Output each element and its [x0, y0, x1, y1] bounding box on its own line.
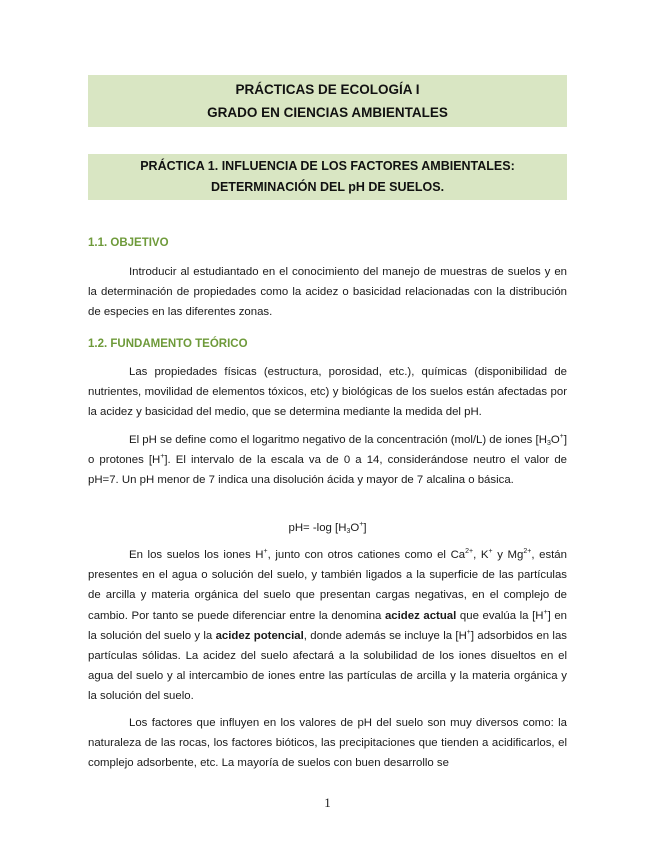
paragraph-fundamento-3: En los suelos los iones H+, junto con otros cationes como el $Ca^{2+}$, K+ y $Mg^{2+}$, están presentes en el agua o solución del suelo, y también ligados a la superficie de las partículas de arcilla y materia orgánica del suelo que presentan cargas negativas, en el complejo de cambio. Por tanto se puede diferenciar entre la denomina acidez actual que evalúa la [H+] en la solución del suelo y la acidez potencial, donde además se incluye la [H+] adsorbidos en las partículas sólidas. La acidez del suelo afectará a la solubilidad de los iones disueltos en el agua del suelo y al intercambio de iones entre las partículas de arcilla y la materia orgánica y la solución del suelo. [88, 548, 567, 703]
course-title-line1: PRÁCTICAS DE ECOLOGÍA I [235, 82, 420, 97]
practice-title-line2: DETERMINACIÓN DEL pH DE SUELOS. [210, 180, 445, 194]
section-heading-fundamento: 1.2. FUNDAMENTO TEÓRICO [88, 338, 248, 350]
practice-title-banner [88, 154, 567, 200]
page-number: 1 [324, 795, 331, 810]
section-heading-objetivo: 1.1. OBJETIVO [88, 237, 169, 249]
course-title-line2: GRADO EN CIENCIAS AMBIENTALES [207, 105, 448, 120]
term-acidez-potencial: acidez potencial [215, 629, 304, 642]
paragraph-fundamento-2: El pH se define como el logaritmo negativo de la concentración (mol/L) de iones $[H_3O^+]$ o protones [H+]. El intervalo de la escala va de 0 a 14, considerándose neutro el valor de pH=7. Un pH menor de 7 indica una disolución ácida y mayor de 7 alcalina o básica. [88, 433, 567, 487]
paragraph-fundamento-4: Los factores que influyen en los valores de pH del suelo son muy diversos como: la naturaleza de las rocas, los factores bióticos, las precipitaciones que tienden a acidificarlos, el complejo adsorbente, etc. La mayoría de suelos con buen desarrollo se [88, 717, 567, 770]
paragraph-fundamento-1: Las propiedades físicas (estructura, porosidad, etc.), químicas (disponibilidad de nutrientes, movilidad de elementos tóxicos, etc) y biológicas de los suelos están afectadas por la acidez y basicidad del medio, que se determina mediante la medida del pH. [88, 366, 567, 419]
term-acidez-actual: acidez actual [384, 609, 457, 622]
course-title-banner [88, 75, 567, 127]
practice-title-line1: PRÁCTICA 1. INFLUENCIA DE LOS FACTORES AMBIENTALES: [140, 159, 515, 173]
paragraph-objetivo: Introducir al estudiantado en el conocimiento del manejo de muestras de suelos y en la determinación de propiedades como la acidez o basicidad relacionadas con la distribución de especies en las diferentes zonas. [88, 266, 567, 319]
ph-formula: pH= -log $[H_3O^+]$ [288, 521, 367, 535]
